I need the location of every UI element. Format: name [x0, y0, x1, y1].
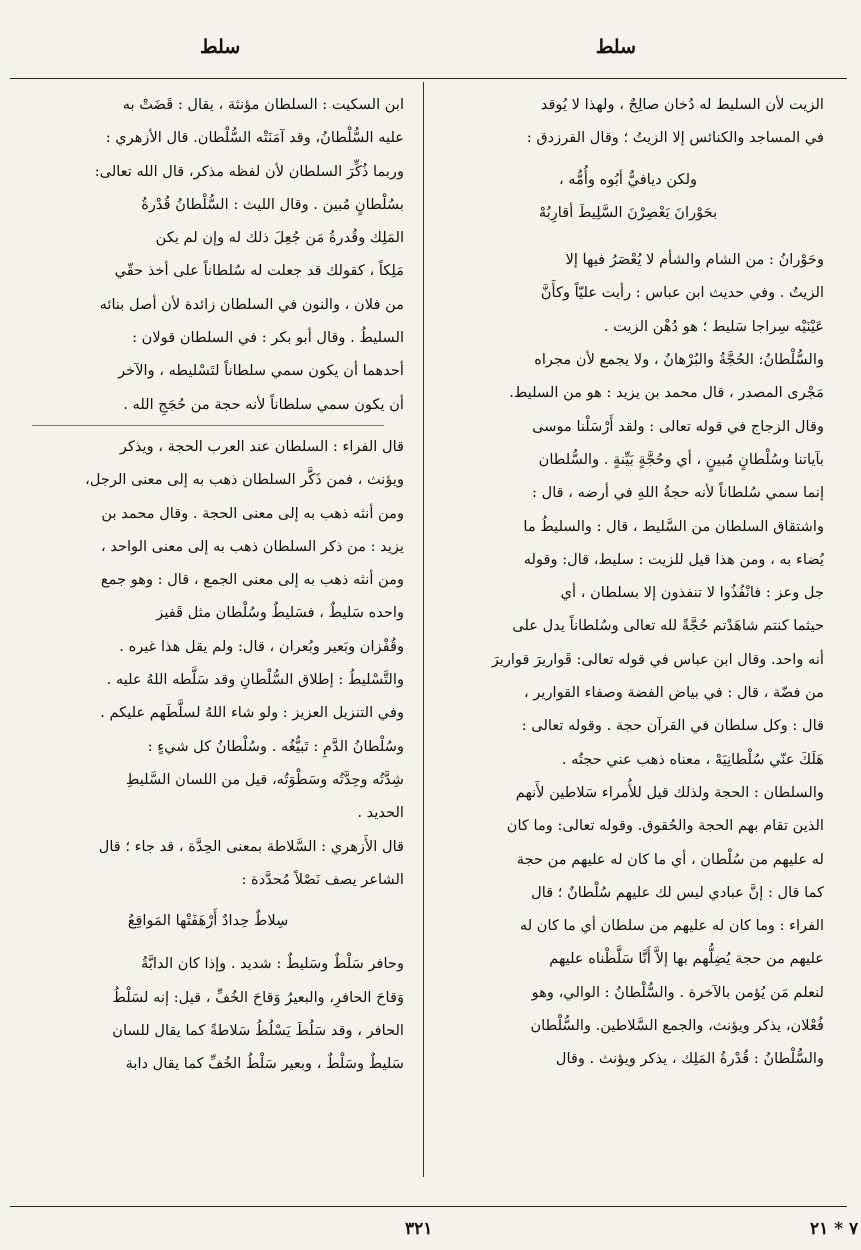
right-column-body: [432, 243, 824, 1075]
text-line: جل وعز : فانْفُذُوا لا تنفذون إلا بسلطان ، أي: [560, 584, 824, 602]
poem-verse: [12, 904, 404, 937]
text-line: يُضاء به ، ومن هذا قيل للزيت : سليط، قال: وقوله: [523, 550, 824, 568]
text-line: والسُّلْطانُ : قُدْرةُ المَلِك ، يذكر ويؤنث . وقال: [555, 1050, 824, 1068]
text-line: وقُفْزان وبَعير وبُعران ، قال: ولم يقل هذا غيره .: [119, 637, 404, 655]
text-line: السليطُ . وقال أبو بكر : في السلطان قولان :: [132, 329, 404, 347]
column-separator: [423, 82, 424, 1177]
text-line: مَجْرى المصدر ، قال محمد بن يزيد : هو من السليط.: [509, 384, 824, 402]
text-line: من فضّة ، قال : في بياض الفضة وصفاء القوارير ،: [524, 684, 824, 702]
text-line: إنما سمي سُلطاناً لأنه حجةُ اللهِ في أرضه ، قال :: [532, 484, 824, 502]
left-column: [12, 88, 404, 1081]
text-line: عَيْنَيْه سِراجا سَليط ؛ هو دُهْن الزيت .: [603, 317, 824, 335]
right-column: [432, 88, 824, 1076]
footer-rule: [10, 1206, 847, 1207]
text-line: وفي التنزيل العزيز : ولو شاء اللهُ لسلَّطَهم عليكم .: [100, 704, 404, 722]
text-line: والسُّلْطانُ: الحُجَّةُ والبُرْهانُ ، ولا يجمع لأن مجراه: [534, 351, 824, 369]
left-column-ending: [12, 947, 404, 1080]
text-line: ويؤنث ، فمن ذَكَّر السلطان ذهب به إلى معنى الرجل،: [85, 471, 404, 489]
text-line: وربما ذُكِّرَ السلطان لأن لفظه مذكر، قال الله تعالى:: [94, 162, 404, 180]
text-line: وَقاحَ الحافرِ، والبعيرُ وَقاحَ الخُفِّ ، قيل: إنه لسَلْطُ: [112, 988, 404, 1006]
text-line: واحده سَليطٌ ، فسَليطٌ وسُلْطان مثل قَفيز: [156, 604, 404, 622]
text-line: واشتقاق السلطان من السَّليط ، قال : والسليطُ ما: [523, 517, 824, 535]
text-line: الحديد .: [357, 804, 404, 822]
right-column-intro: [432, 88, 824, 155]
text-line: لنعلم مَن يُؤمن بالآخرة . والسُّلْطانُ : الوالي، وهو: [531, 983, 824, 1001]
text-line: هَلَكَ عنّي سُلْطانِيَهْ ، معناه ذهب عني حجتُه .: [561, 750, 824, 768]
poem-line: سِلاطٌ حِدادٌ أَرْهَفَتْها المَواقِعُ: [127, 912, 289, 930]
page-number: ٣٢١: [405, 1219, 433, 1239]
left-column-intro: [12, 88, 404, 421]
text-line: وسُلْطانُ الدَّمِ : تَبيُّغُه . وسُلْطانُ كل شيءٍ :: [147, 737, 404, 755]
text-line: سَليطٌ وسَلْطٌ ، وبعير سَلْطُ الخُفِّ كما يقال دابة: [125, 1055, 404, 1073]
text-line: قال الفراء : السلطان عند العرب الحجة ، ويذكر: [119, 437, 404, 455]
text-line: أنه واحد. وقال ابن عباس في قوله تعالى: قَواريرَ قواريرَ: [491, 650, 824, 668]
text-line: ابن السكيت : السلطان مؤنثة ، يقال : قَضَتْ به: [122, 96, 404, 113]
header-right-word: سلط: [595, 36, 636, 58]
text-line: قال : وكل سلطان في القرآن حجة . وقوله تعالى :: [521, 717, 824, 735]
column-inner-divider: [32, 425, 384, 426]
text-line: في المساجد والكنائس إلا الزيتُ ؛ وقال الفرزدق :: [526, 129, 824, 147]
text-line: كما قال : إنَّ عبادي ليس لك عليهم سُلْطانٌ ؛ قال: [531, 883, 824, 901]
text-line: فُعْلان، يذكر ويؤنث، والجمع السَّلاطين. والسُّلْطان: [530, 1017, 824, 1035]
header-left-word: سلط: [200, 36, 241, 58]
poem-farazdaq: [432, 163, 824, 230]
signature-mark: ٧ * ٢١: [810, 1219, 859, 1239]
text-line: وحَوْرانُ : من الشام والشأم لا يُعْصَرُ فيها إلا: [565, 251, 824, 269]
left-column-body: [12, 430, 404, 896]
text-line: بسُلْطانٍ مُبين . وقال الليث : السُّلْطانُ قُدْرةُ: [141, 195, 404, 213]
text-line: الشاعر يصف نَصْلاً مُحدَّدة :: [241, 870, 404, 888]
text-line: ومن أنثه ذهب به إلى معنى الحجة . وقال محمد بن: [101, 504, 404, 522]
text-line: الفراء : وما كان له عليهم من سلطان أي ما كان له: [519, 917, 824, 935]
text-line: قال الأَزهري : السَّلاطة بمعنى الحِدَّة ، قد جاء ؛ قال: [98, 837, 404, 855]
text-line: يزيد : من ذكر السلطان ذهب به إلى معنى الواحد ،: [100, 537, 404, 555]
text-line: والتَّسْليطُ : إطلاق السُّلْطانِ وقد سَلَّطه اللهُ عليه .: [106, 671, 404, 689]
text-line: حيثما كنتم شاهَدْتم حُجَّةً لله تعالى وسُلطاناً يدل على: [512, 617, 824, 635]
text-line: الزيت لأن السليط له دُخان صالِحٌ ، ولهذا لا يُوقد: [540, 96, 824, 113]
poem-line: بحَوْرانَ يَعْصِرْنَ السَّلِيطَ أقارِبُهْ: [538, 203, 718, 221]
text-line: والسلطان : الحجة ولذلك قيل للأُمراء سَلاطين لأَنهم: [515, 783, 824, 801]
text-line: شِدَّتُه وحِدَّتُه وسَطْوَتُه، قيل من اللسان السَّليطِ: [125, 770, 404, 788]
text-line: أن يكون سمي سلطاناً لأنه حجة من حُجَجِ الله .: [123, 395, 404, 413]
text-line: له عليهم من سُلْطان ، أي ما كان له عليهم من حجة: [516, 850, 824, 868]
text-line: ومن أنثه ذهب به إلى معنى الجمع ، قال : وهو جمع: [100, 571, 404, 589]
poem-line: ولكن ديافيٌّ أبُوه وأُمُّه ،: [558, 170, 698, 188]
text-line: عليهم من حجة يُضِلُّهم بها إلاَّ أَنَّا سَلَّطْناه عليهم: [549, 950, 824, 968]
text-line: بآياتنا وسُلْطانٍ مُبينٍ ، أي وحُجَّةٍ بَيِّنةٍ . والسُّلطان: [538, 450, 824, 468]
text-line: الذين تقام بهم الحجة والحُقوق. وقوله تعالى: وما كان: [506, 817, 824, 835]
text-line: عليه السُّلْطانُ، وقد آمَنَتْه السُّلْطان. قال الأزهري :: [105, 129, 404, 147]
header-rule: [10, 78, 847, 79]
text-line: وقال الزجاج في قوله تعالى : ولقد أَرْسَلْنا موسى: [532, 417, 824, 435]
text-line: أحدهما أن يكون سمي سلطاناً لتَسْليطه ، والآخر: [118, 362, 404, 380]
text-line: الزيتُ . وفي حديث ابن عباس : رأيت عليّاً وكأَنَّ: [540, 284, 824, 302]
text-line: المَلِك وقُدرةُ مَن جُعِلَ ذلك له وإن لم يكن: [155, 229, 404, 247]
text-line: من فلان ، والنون في السلطان زائدة لأن أصل بنائه: [99, 295, 404, 313]
text-line: الحافر ، وقد سَلُطَ يَسْلُطُ سَلاطةً كما يقال للسان: [112, 1022, 404, 1040]
text-line: مَلِكاً ، كقولك قد جعلت له سُلطاناً على أخذ حقّي: [114, 262, 404, 280]
text-line: وحافر سَلْطٌ وسَليطٌ : شديد . وإذا كان الدابَّةُ: [141, 955, 404, 973]
